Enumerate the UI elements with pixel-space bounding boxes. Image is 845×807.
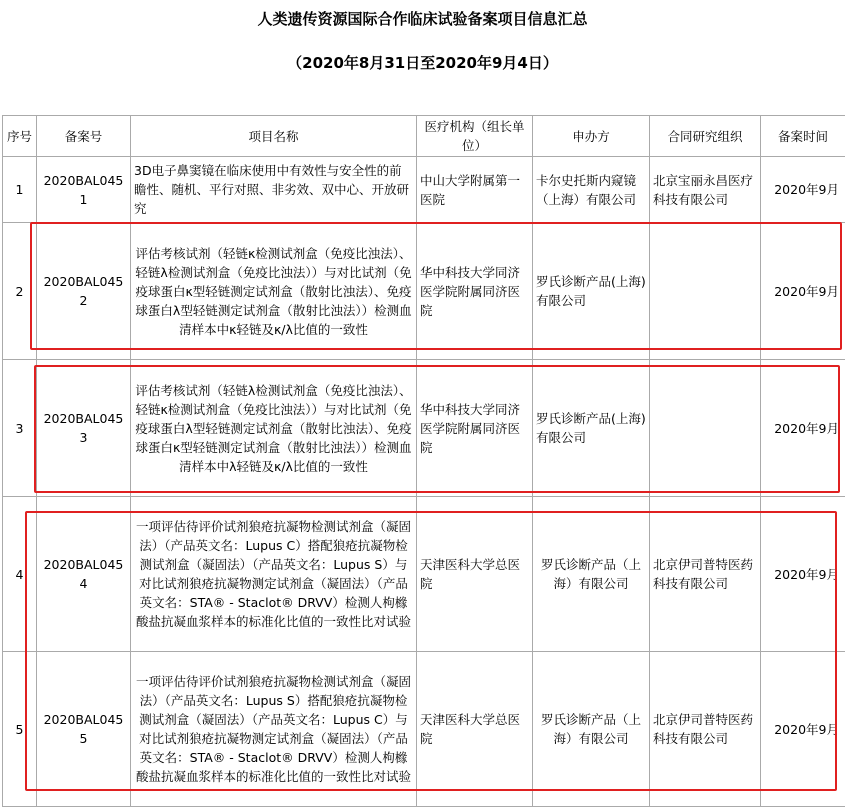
header-date: 备案时间 <box>761 116 845 157</box>
header-sponsor: 申办方 <box>533 116 650 157</box>
row-sponsor: 罗氏诊断产品(上海)有限公司 <box>533 223 650 360</box>
row-project: 3D电子鼻窦镜在临床使用中有效性与安全性的前瞻性、随机、平行对照、非劣效、双中心、开放研究 <box>131 157 417 223</box>
row-project: 评估考核试剂（轻链λ检测试剂盒（免疫比浊法）、轻链κ检测试剂盒（免疫比浊法））与对比试剂（免疫球蛋白λ型轻链测定试剂盒（散射比浊法）、免疫球蛋白κ型轻链测定试剂盒（散射比浊法））检测血清样本中λ轻链及κ/λ比值的一致性 <box>131 360 417 497</box>
table-row <box>3 157 845 223</box>
filing-table <box>2 115 845 807</box>
row-no: 4 <box>3 497 37 652</box>
row-date: 2020年9月 <box>761 497 845 652</box>
row-code: 2020BAL0451 <box>37 157 131 223</box>
row-hospital: 天津医科大学总医院 <box>417 652 533 807</box>
header-no: 序号 <box>3 116 37 157</box>
table-row <box>3 652 845 807</box>
row-cro <box>650 223 761 360</box>
table-row <box>3 497 845 652</box>
row-date: 2020年9月 <box>761 223 845 360</box>
row-code: 2020BAL0454 <box>37 497 131 652</box>
header-cro: 合同研究组织 <box>650 116 761 157</box>
header-hospital: 医疗机构（组长单位） <box>417 116 533 157</box>
page-title: 人类遗传资源国际合作临床试验备案项目信息汇总 <box>0 8 845 29</box>
row-code: 2020BAL0453 <box>37 360 131 497</box>
row-no: 3 <box>3 360 37 497</box>
header-code: 备案号 <box>37 116 131 157</box>
header-project: 项目名称 <box>131 116 417 157</box>
date-range-subtitle: （2020年8月31日至2020年9月4日） <box>0 52 845 73</box>
row-date: 2020年9月 <box>761 157 845 223</box>
row-sponsor: 罗氏诊断产品（上海）有限公司 <box>533 497 650 652</box>
row-no: 5 <box>3 652 37 807</box>
row-hospital: 天津医科大学总医院 <box>417 497 533 652</box>
row-cro: 北京宝丽永昌医疗科技有限公司 <box>650 157 761 223</box>
row-hospital: 华中科技大学同济医学院附属同济医院 <box>417 223 533 360</box>
row-date: 2020年9月 <box>761 360 845 497</box>
table-row <box>3 360 845 497</box>
row-hospital: 华中科技大学同济医学院附属同济医院 <box>417 360 533 497</box>
row-project: 一项评估待评价试剂狼疮抗凝物检测试剂盒（凝固法）（产品英文名：Lupus S）搭配狼疮抗凝物检测试剂盒（凝固法）（产品英文名：Lupus C）与对比试剂狼疮抗凝物测定试剂盒（凝固法）（产品英文名：STA® - Staclot® DRVV）检测人枸橼酸盐抗凝血浆样本的标准化比值的一致性比对试验 <box>131 652 417 807</box>
row-project: 评估考核试剂（轻链κ检测试剂盒（免疫比浊法）、轻链λ检测试剂盒（免疫比浊法））与对比试剂（免疫球蛋白κ型轻链测定试剂盒（散射比浊法）、免疫球蛋白λ型轻链测定试剂盒（散射比浊法））检测血清样本中κ轻链及κ/λ比值的一致性 <box>131 223 417 360</box>
row-code: 2020BAL0452 <box>37 223 131 360</box>
table-header-row <box>3 116 845 157</box>
row-cro: 北京伊司普特医药科技有限公司 <box>650 497 761 652</box>
table-row <box>3 223 845 360</box>
row-project: 一项评估待评价试剂狼疮抗凝物检测试剂盒（凝固法）（产品英文名：Lupus C）搭配狼疮抗凝物检测试剂盒（凝固法）（产品英文名：Lupus S）与对比试剂狼疮抗凝物测定试剂盒（凝固法）（产品英文名：STA® - Staclot® DRVV）检测人枸橼酸盐抗凝血浆样本的标准化比值的一致性比对试验 <box>131 497 417 652</box>
row-no: 2 <box>3 223 37 360</box>
row-sponsor: 罗氏诊断产品(上海)有限公司 <box>533 360 650 497</box>
row-cro <box>650 360 761 497</box>
row-cro: 北京伊司普特医药科技有限公司 <box>650 652 761 807</box>
row-sponsor: 罗氏诊断产品（上海）有限公司 <box>533 652 650 807</box>
row-no: 1 <box>3 157 37 223</box>
row-sponsor: 卡尔史托斯内窥镜（上海）有限公司 <box>533 157 650 223</box>
row-code: 2020BAL0455 <box>37 652 131 807</box>
row-hospital: 中山大学附属第一医院 <box>417 157 533 223</box>
row-date: 2020年9月 <box>761 652 845 807</box>
